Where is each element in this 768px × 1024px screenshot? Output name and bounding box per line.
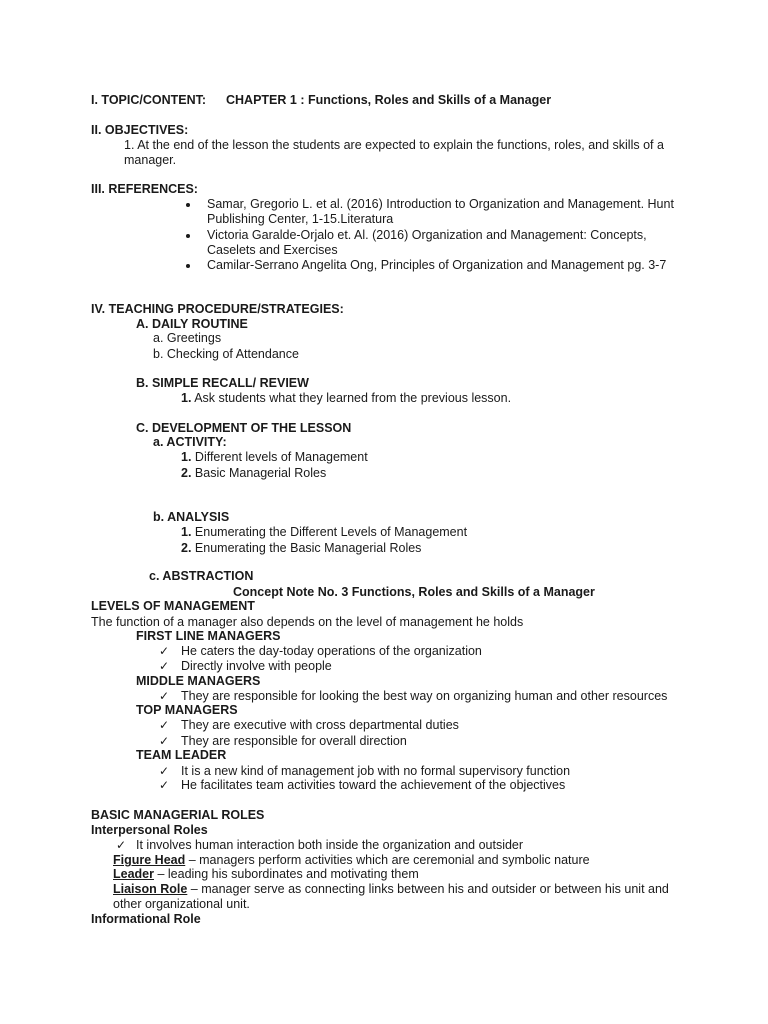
bullet-icon xyxy=(186,203,190,207)
first-line-item-1: He caters the day-today operations of the organization xyxy=(181,644,482,658)
simple-recall-item: 1. Ask students what they learned from the previous lesson. xyxy=(181,391,512,405)
objective-line-2: manager. xyxy=(124,153,177,167)
daily-routine-item-b: b. Checking of Attendance xyxy=(153,347,299,361)
middle-managers-label: MIDDLE MANAGERS xyxy=(136,674,261,688)
check-icon: ✓ xyxy=(159,718,170,732)
check-icon: ✓ xyxy=(159,659,170,673)
section-2-label: II. OBJECTIVES: xyxy=(91,123,189,137)
bullet-icon xyxy=(186,264,190,268)
bullet-icon xyxy=(186,234,190,238)
analysis-item-1: 1. Enumerating the Different Levels of Management xyxy=(181,525,468,539)
roles-heading: BASIC MANAGERIAL ROLES xyxy=(91,808,265,822)
leader-definition: Leader – leading his subordinates and motivating them xyxy=(113,867,419,881)
check-icon: ✓ xyxy=(116,838,127,852)
liaison-definition-line-1: Liaison Role – manager serve as connecting links between his and outsider or between his unit and xyxy=(113,882,669,896)
liaison-definition-line-2: other organizational unit. xyxy=(113,897,250,911)
check-icon: ✓ xyxy=(159,734,170,748)
figure-head-definition: Figure Head – managers perform activities which are ceremonial and symbolic nature xyxy=(113,853,590,867)
reference-1-line-2: Publishing Center, 1-15.Literatura xyxy=(207,212,394,226)
reference-3-line-1: Camilar-Serrano Angelita Ong, Principles of Organization and Management pg. 3-7 xyxy=(207,258,667,272)
daily-routine-label: A. DAILY ROUTINE xyxy=(136,317,248,331)
objective-line-1: 1. At the end of the lesson the students are expected to explain the functions, roles, and skills of a xyxy=(124,138,664,152)
simple-recall-label: B. SIMPLE RECALL/ REVIEW xyxy=(136,376,309,390)
development-label: C. DEVELOPMENT OF THE LESSON xyxy=(136,421,352,435)
levels-intro: The function of a manager also depends on the level of management he holds xyxy=(91,615,524,629)
team-leader-label: TEAM LEADER xyxy=(136,748,227,762)
activity-item-2: 2. Basic Managerial Roles xyxy=(181,466,327,480)
section-3-label: III. REFERENCES: xyxy=(91,182,198,196)
first-line-managers-label: FIRST LINE MANAGERS xyxy=(136,629,281,643)
concept-note-title: Concept Note No. 3 Functions, Roles and Skills of a Manager xyxy=(233,585,595,599)
top-managers-label: TOP MANAGERS xyxy=(136,703,238,717)
daily-routine-item-a: a. Greetings xyxy=(153,331,222,345)
check-icon: ✓ xyxy=(159,764,170,778)
check-icon: ✓ xyxy=(159,689,170,703)
check-icon: ✓ xyxy=(159,778,170,792)
team-item-1: It is a new kind of management job with no formal supervisory function xyxy=(181,764,571,778)
abstraction-label: c. ABSTRACTION xyxy=(149,569,254,583)
activity-item-1: 1. Different levels of Management xyxy=(181,450,368,464)
section-1-label: I. TOPIC/CONTENT: xyxy=(91,93,207,107)
analysis-label: b. ANALYSIS xyxy=(153,510,230,524)
activity-label: a. ACTIVITY: xyxy=(153,435,227,449)
interpersonal-roles-label: Interpersonal Roles xyxy=(91,823,208,837)
top-item-2: They are responsible for overall direction xyxy=(181,734,407,748)
chapter-title: CHAPTER 1 : Functions, Roles and Skills of a Manager xyxy=(226,93,552,107)
check-icon: ✓ xyxy=(159,644,170,658)
interpersonal-item: It involves human interaction both inside the organization and outsider xyxy=(136,838,524,852)
levels-heading: LEVELS OF MANAGEMENT xyxy=(91,599,255,613)
middle-item-1: They are responsible for looking the best way on organizing human and other resources xyxy=(181,689,668,703)
top-item-1: They are executive with cross departmental duties xyxy=(181,718,459,732)
informational-role-label: Informational Role xyxy=(91,912,201,926)
analysis-item-2: 2. Enumerating the Basic Managerial Roles xyxy=(181,541,422,555)
reference-1-line-1: Samar, Gregorio L. et al. (2016) Introduction to Organization and Management. Hunt xyxy=(207,197,674,211)
reference-2-line-2: Caselets and Exercises xyxy=(207,243,338,257)
team-item-2: He facilitates team activities toward the achievement of the objectives xyxy=(181,778,566,792)
first-line-item-2: Directly involve with people xyxy=(181,659,332,673)
section-4-label: IV. TEACHING PROCEDURE/STRATEGIES: xyxy=(91,302,344,316)
reference-2-line-1: Victoria Garalde-Orjalo et. Al. (2016) Organization and Management: Concepts, xyxy=(207,228,647,242)
